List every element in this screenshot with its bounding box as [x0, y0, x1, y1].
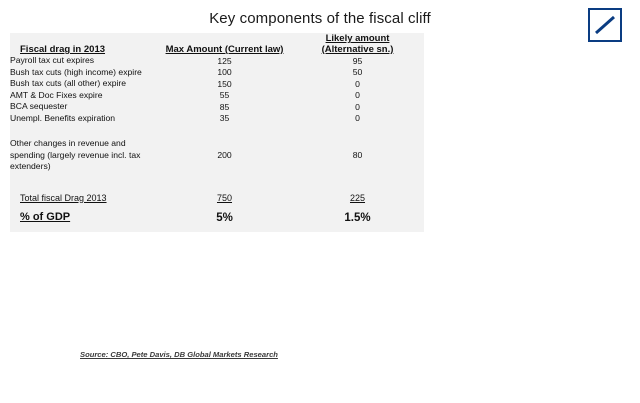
column-header-label: Fiscal drag in 2013 [20, 44, 106, 55]
row-label: Bush tax cuts (all other) expire [10, 78, 127, 88]
row-likely-amount: 0 [355, 90, 360, 101]
table-row [10, 67, 424, 79]
table-spacer-row [10, 173, 424, 187]
row-label: Other changes in revenue and spending (largely revenue incl. tax extenders) [10, 138, 141, 171]
total-max-amount: 750 [216, 193, 233, 204]
row-max-amount: 55 [219, 90, 230, 101]
row-likely-amount: 0 [355, 113, 360, 124]
row-likely-amount: 80 [352, 150, 363, 161]
row-max-amount: 125 [217, 55, 232, 66]
source-note: Source: CBO, Pete Davis, DB Global Markets Research [80, 350, 278, 359]
row-label: BCA sequester [10, 101, 68, 111]
table-row-gdp [10, 208, 424, 232]
table-row [10, 113, 424, 125]
column-header-likely-amount [291, 33, 424, 55]
row-label: Payroll tax cut expires [10, 55, 95, 65]
page-title: Key components of the fiscal cliff [209, 10, 431, 27]
gdp-likely-amount: 1.5% [344, 212, 371, 224]
table-row [10, 101, 424, 113]
row-max-amount: 100 [217, 67, 232, 78]
table-row [10, 138, 424, 173]
row-max-amount: 200 [217, 150, 232, 161]
row-max-amount: 150 [217, 78, 232, 89]
table-row [10, 78, 424, 90]
deutsche-bank-logo [588, 8, 622, 42]
row-label: Unempl. Benefits expiration [10, 112, 116, 123]
column-header-max-amount: Max Amount (Current law) [165, 44, 284, 55]
column-header-likely-line1: Likely amount [325, 33, 390, 44]
table-body [10, 55, 424, 232]
row-likely-amount: 0 [355, 101, 360, 112]
total-likely-amount: 225 [349, 193, 366, 204]
row-label: Bush tax cuts (high income) expire [10, 66, 142, 77]
gdp-label: % of GDP [20, 211, 71, 224]
table-spacer-row [10, 124, 424, 138]
row-max-amount: 35 [219, 113, 230, 124]
row-max-amount: 85 [219, 101, 230, 112]
total-label: Total fiscal Drag 2013 [20, 192, 107, 203]
table-row [10, 55, 424, 67]
table-header [10, 33, 424, 55]
row-likely-amount: 0 [355, 78, 360, 89]
table-row-total [10, 187, 424, 209]
row-likely-amount: 95 [352, 55, 363, 66]
gdp-max-amount: 5% [216, 212, 233, 224]
fiscal-cliff-table [10, 33, 424, 232]
row-label: AMT & Doc Fixes expire [10, 89, 103, 100]
table-row [10, 90, 424, 102]
column-header-likely-line2: (Alternative sn.) [321, 44, 394, 55]
row-likely-amount: 50 [352, 67, 363, 78]
